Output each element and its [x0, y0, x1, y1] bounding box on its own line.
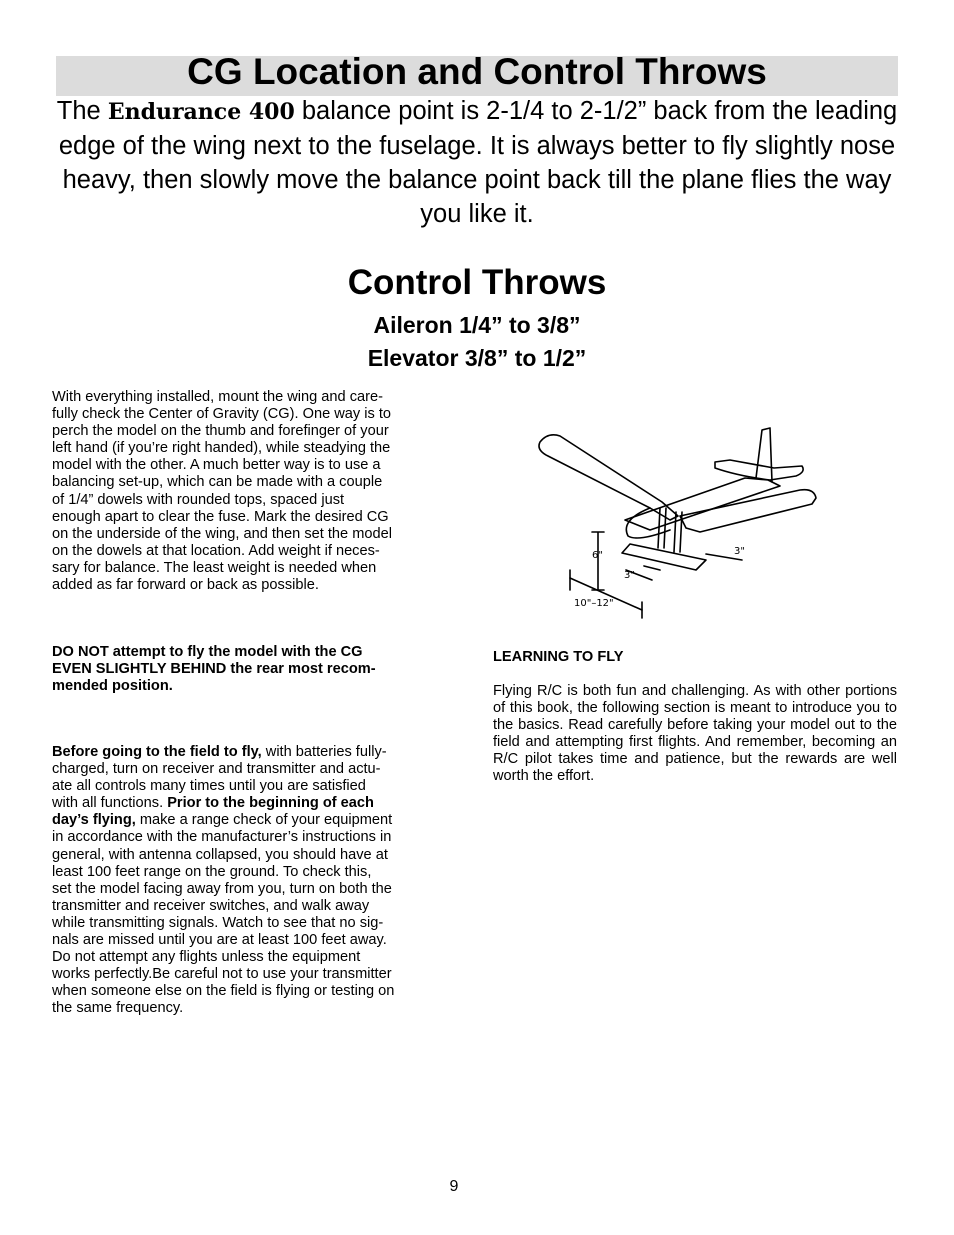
- aileron-throw: Aileron 1/4” to 3/8”: [373, 312, 581, 338]
- cg-warning: DO NOT attempt to fly the model with the CG EVEN SLIGHTLY BEHIND the rear most recom- mended position.: [52, 644, 376, 695]
- model-name: Endurance 400: [107, 99, 295, 125]
- elevator-throw: Elevator 3/8” to 1/2”: [367, 345, 587, 371]
- height-label: 6": [592, 550, 603, 561]
- spacing-label-top: 3": [734, 546, 745, 557]
- intro-prefix: The: [56, 97, 108, 125]
- intro-paragraph: [50, 94, 904, 231]
- cg-paragraph: With everything installed, mount the wing and care- fully check the Center of Gravity (CG). One way is to perch the model on the thumb and forefinger of your left hand (if you’re right handed), while steadying the model with the other. A much better way is to use a balancing set-up, which can be made with a couple of 1/4” dowels with rounded tops, spaced just enough apart to clear the fuse. Mark the desired CG on the underside of the wing, and then set the model on the dowels at that location. Add weight if neces- sary for balance. The least weight is needed when added as far forward or back as possible.: [52, 389, 392, 594]
- before-field-lead: Before going to the field to fly,: [52, 744, 262, 760]
- stabilizer-shape: [715, 460, 803, 480]
- left-wing-shape: [539, 435, 678, 520]
- spacing-label-mid: 3": [624, 570, 635, 581]
- cg-balancing-illustration: [530, 420, 820, 625]
- intro-text: balance point is 2-1/4 to 2-1/2” back from the leading edge of the wing next to the fuselage. It is always better to fly slightly nose heavy, then slowly move the balance point back till the plane flies the way you like it.: [58, 97, 898, 228]
- height-dimension: [592, 532, 604, 590]
- range-check-paragraph: [52, 744, 462, 1018]
- page-title: CG Location and Control Throws: [187, 51, 767, 92]
- control-throws-heading: Control Throws: [347, 263, 607, 302]
- dowel-left: [658, 508, 666, 548]
- learning-to-fly-paragraph: Flying R/C is both fun and challenging. As with other portions of this book, the following section is meant to introduce you to the basics. Read carefully before taking your model out to the field and attempting first flights. And remember, becoming an R/C pilot takes time and patience, but the rewards are well worth the effort.: [493, 683, 897, 785]
- vertical-fin-shape: [756, 428, 772, 482]
- before-field-text: with batteries fully- charged, turn on receiver and transmitter and actu- ate all controls many times until you are satisfied with all functions.: [52, 744, 387, 812]
- fuselage-shape: [625, 478, 780, 530]
- range-check-text: make a range check of your equipment in accordance with the manufacturer’s instructions in general, with antenna collapsed, you should have at least 100 feet range on the ground. To check this, set the model facing away from you, turn on both the transmitter and receiver switches, and walk away while transmitting signals. Watch to see that no sig- nals are missed until you are at least 100 feet away. Do not attempt any flights unless the equipment works perfectly.Be careful not to use your transmitter when someone else on the field is flying or testing on the same frequency.: [52, 812, 395, 1017]
- page-number: 9: [449, 1178, 459, 1195]
- prior-each-day-lead: Prior to the beginning of each day’s flying,: [52, 795, 374, 829]
- length-label: 10"–12": [574, 598, 614, 609]
- learning-to-fly-heading: LEARNING TO FLY: [493, 649, 624, 665]
